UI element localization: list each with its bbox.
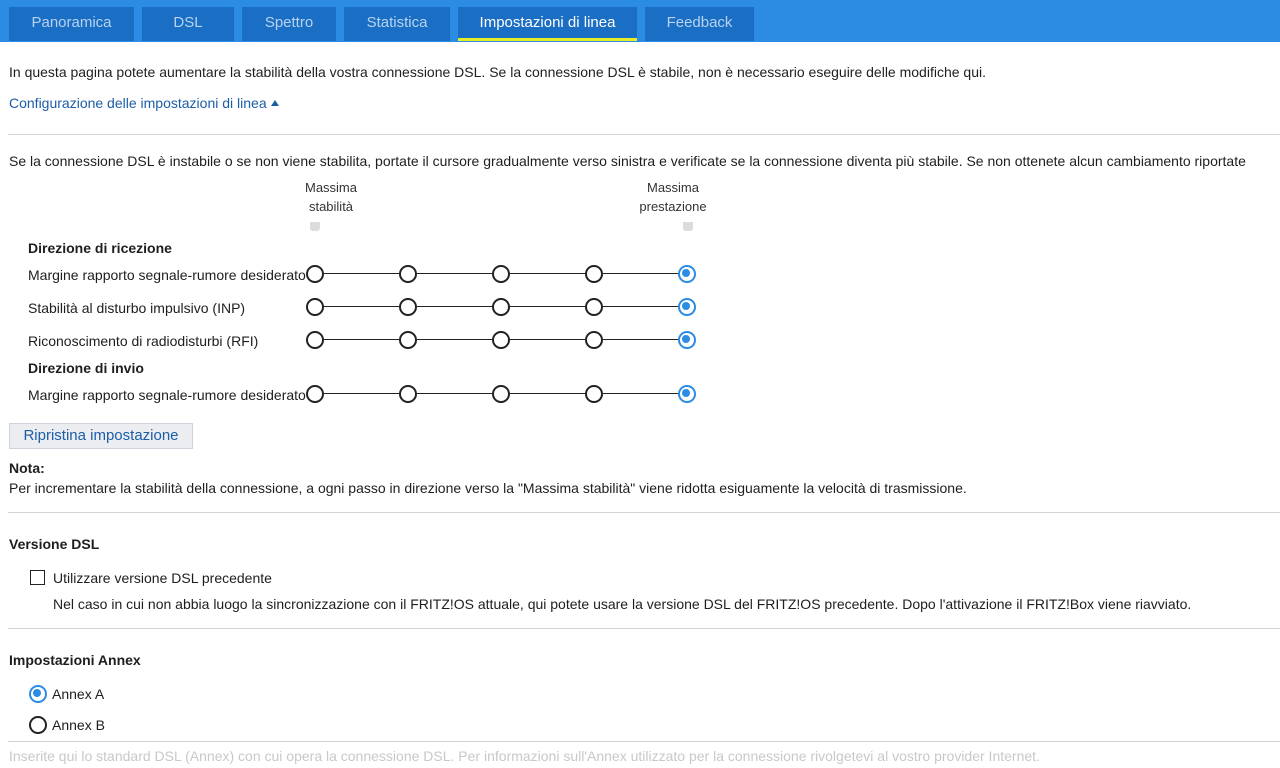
slider-step-radio[interactable] (492, 298, 510, 316)
scale-marker-left-icon (310, 222, 320, 231)
slider-step-radio[interactable] (585, 331, 603, 349)
divider (8, 512, 1280, 513)
divider (8, 628, 1280, 629)
slider-step-radio[interactable] (399, 265, 417, 283)
receive-heading: Direzione di ricezione (28, 240, 172, 256)
tab-spettro[interactable]: Spettro (242, 7, 336, 41)
receive-inp-slider[interactable] (303, 295, 703, 319)
tab-panoramica[interactable]: Panoramica (9, 7, 134, 41)
slider-step-radio[interactable] (678, 385, 696, 403)
scale-left-line2: stabilità (308, 199, 354, 214)
tab-dsl[interactable]: DSL (142, 7, 234, 41)
slider-track-segment (324, 393, 399, 394)
send-snr-label: Margine rapporto segnale-rumore desiderato (28, 387, 306, 403)
tab-feedback[interactable]: Feedback (645, 7, 754, 41)
slider-step-radio[interactable] (306, 331, 324, 349)
annex-a-label[interactable]: Annex A (52, 686, 105, 702)
slider-step-radio[interactable] (585, 265, 603, 283)
receive-snr-slider[interactable] (303, 262, 703, 286)
caret-up-icon (271, 100, 279, 106)
scale-right-line2: prestazione (639, 199, 707, 214)
annex-heading: Impostazioni Annex (9, 652, 141, 668)
slider-track-segment (324, 273, 399, 274)
config-link[interactable] (9, 95, 279, 111)
slider-track-segment (417, 339, 492, 340)
slider-step-radio[interactable] (678, 265, 696, 283)
annex-b-radio[interactable] (29, 716, 47, 734)
dsl-version-heading: Versione DSL (9, 536, 100, 552)
slider-track-segment (417, 306, 492, 307)
note-text: Per incrementare la stabilità della connessione, a ogni passo in direzione verso la "Massima stabilità" viene ridotta esiguamente la velocità di trasmissione. (9, 480, 967, 496)
slider-track-segment (417, 273, 492, 274)
send-snr-slider[interactable] (303, 382, 703, 406)
previous-dsl-label[interactable]: Utilizzare versione DSL precedente (53, 570, 272, 586)
reset-button[interactable]: Ripristina impostazione (9, 423, 193, 449)
annex-b-label[interactable]: Annex B (52, 717, 105, 733)
receive-snr-label: Margine rapporto segnale-rumore desiderato (28, 267, 306, 283)
config-link-label[interactable]: Configurazione delle impostazioni di linea (9, 95, 267, 111)
intro-text: In questa pagina potete aumentare la stabilità della vostra connessione DSL. Se la connessione DSL è stabile, non è necessario eseguire delle modifiche qui. (9, 64, 986, 80)
scale-label-right (618, 178, 728, 216)
slider-step-radio[interactable] (585, 298, 603, 316)
slider-step-radio[interactable] (678, 331, 696, 349)
scale-left-line1: Massima (304, 180, 357, 195)
slider-step-radio[interactable] (492, 385, 510, 403)
receive-inp-label: Stabilità al disturbo impulsivo (INP) (28, 300, 246, 316)
slider-step-radio[interactable] (306, 298, 324, 316)
tab-impostazioni-di-linea[interactable]: Impostazioni di linea (458, 7, 637, 41)
note-title: Nota: (9, 460, 45, 476)
slider-track-segment (510, 273, 585, 274)
annex-footer-text: Inserite qui lo standard DSL (Annex) con cui opera la connessione DSL. Per informazioni sull'Annex utilizzato per la connessione rivolgetevi al vostro provider Internet. (9, 748, 1040, 764)
slider-track-segment (324, 306, 399, 307)
instructions-text: Se la connessione DSL è instabile o se non viene stabilita, portate il cursore gradualmente verso sinistra e verificate se la connessione diventa più stabile. Se non ottenete alcun cambiamento riportate (9, 153, 1246, 169)
slider-track-segment (603, 273, 678, 274)
scale-label-left (283, 178, 379, 216)
slider-step-radio[interactable] (492, 331, 510, 349)
scale-right-line1: Massima (646, 180, 699, 195)
receive-rfi-label: Riconoscimento di radiodisturbi (RFI) (28, 333, 259, 349)
slider-step-radio[interactable] (306, 265, 324, 283)
tab-statistica[interactable]: Statistica (344, 7, 450, 41)
scale-marker-right-icon (683, 222, 693, 231)
receive-rfi-slider[interactable] (303, 328, 703, 352)
slider-step-radio[interactable] (306, 385, 324, 403)
slider-step-radio[interactable] (585, 385, 603, 403)
slider-step-radio[interactable] (399, 298, 417, 316)
slider-track-segment (510, 393, 585, 394)
annex-a-radio[interactable] (29, 685, 47, 703)
slider-step-radio[interactable] (678, 298, 696, 316)
previous-dsl-description: Nel caso in cui non abbia luogo la sincronizzazione con il FRITZ!OS attuale, qui potete usare la versione DSL del FRITZ!OS precedente. Dopo l'attivazione il FRITZ!Box viene riavviato. (53, 596, 1192, 612)
divider (8, 134, 1280, 135)
slider-step-radio[interactable] (399, 385, 417, 403)
send-heading: Direzione di invio (28, 360, 144, 376)
slider-step-radio[interactable] (492, 265, 510, 283)
slider-step-radio[interactable] (399, 331, 417, 349)
slider-track-segment (417, 393, 492, 394)
tab-bar (0, 0, 1280, 42)
slider-track-segment (603, 306, 678, 307)
slider-track-segment (324, 339, 399, 340)
slider-track-segment (603, 339, 678, 340)
slider-track-segment (510, 339, 585, 340)
divider (8, 741, 1280, 742)
previous-dsl-checkbox[interactable] (30, 570, 45, 585)
slider-track-segment (603, 393, 678, 394)
slider-track-segment (510, 306, 585, 307)
